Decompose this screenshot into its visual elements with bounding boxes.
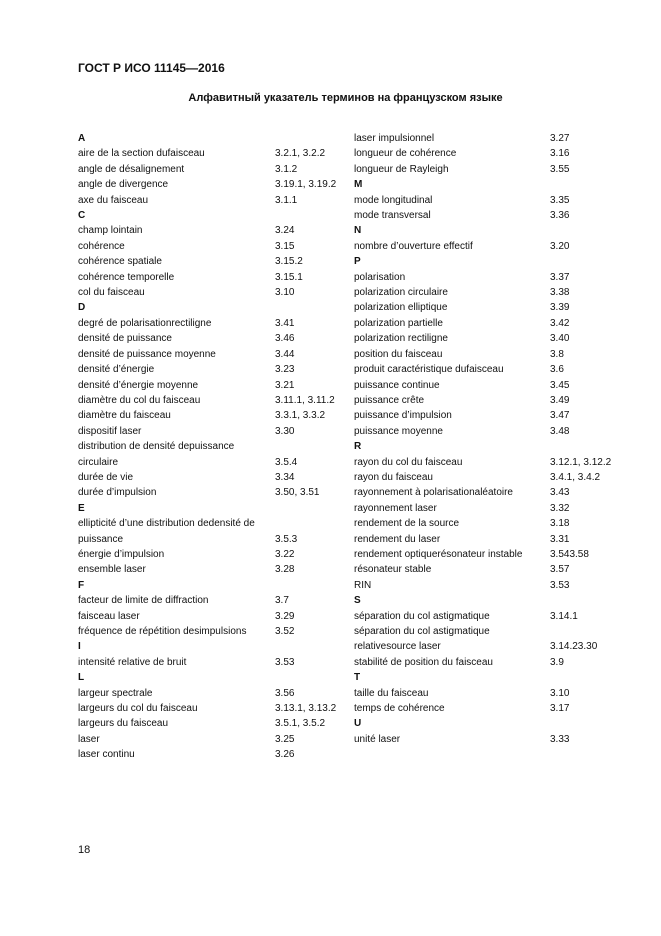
index-term: laser [78,733,100,745]
index-entry [78,547,348,562]
index-term: polarisation [354,271,406,283]
index-term: intensité relative de bruit [78,656,187,668]
index-entry [354,162,624,177]
index-term: angle de divergence [78,179,169,191]
index-entry [78,686,348,701]
index-reference: 3.6 [550,364,564,376]
index-reference: 3.5.4 [275,456,298,468]
index-reference: 3.21 [275,379,295,391]
index-entry [78,239,348,254]
index-entry [354,624,624,655]
index-entry [354,609,624,624]
index-entry [78,347,348,362]
index-reference: 3.39 [550,302,570,314]
index-reference: 3.57 [550,564,570,576]
index-entry [78,362,348,377]
index-reference: 3.26 [275,749,295,761]
index-term: nombre d’ouverture effectif [354,240,473,252]
index-reference: 3.18 [550,518,570,530]
index-reference: 3.1.1 [275,194,298,206]
index-entry [78,716,348,731]
index-reference: 3.10 [275,287,295,299]
index-reference: 3.27 [550,133,570,144]
index-term: facteur de limite de diffraction [78,595,209,607]
index-entry [354,501,624,516]
index-entry [78,593,348,608]
index-entry [354,347,624,362]
index-reference: 3.9 [550,656,564,668]
index-term: stabilité de position du faisceau [354,656,493,668]
index-entry [354,239,624,254]
index-letter-heading: R [354,441,362,453]
index-reference: 3.15.1 [275,271,303,283]
index-reference: 3.14.1 [550,610,578,622]
index-term: cohérence [78,240,125,252]
index-term: polarization circulaire [354,287,448,299]
index-reference: 3.52 [275,626,295,637]
index-term: rendement de la source [354,518,460,530]
index-term: largeurs du faisceau [78,718,169,730]
index-entry [354,331,624,346]
index-reference: 3.5.3 [275,533,298,545]
index-letter-heading: E [78,502,85,514]
index-entry [78,378,348,393]
index-term: puissance moyenne [354,425,443,437]
index-reference: 3.56 [275,687,295,699]
page-title: Алфавитный указатель терминов на французском языке [188,92,503,104]
index-term: durée d’impulsion [78,487,157,499]
index-entry [78,285,348,300]
index-reference: 3.11.1, 3.11.2 [275,394,335,406]
index-term: longueur de cohérence [354,148,457,160]
index-reference: 3.33 [550,733,570,745]
index-term: cohérence temporelle [78,271,175,283]
index-term: puissance crête [354,394,425,406]
index-term: largeurs du col du faisceau [78,703,198,715]
index-entry [354,378,624,393]
index-term: position du faisceau [354,348,443,360]
index-term: polarization partielle [354,317,443,329]
index-term: RIN [354,579,372,591]
index-term: rayonnement laser [354,502,437,514]
index-reference: 3.37 [550,271,570,283]
index-term: champ lointain [78,225,143,237]
index-term: distribution de densité depuissance circulaire [78,441,235,468]
index-term: résonateur stable [354,564,432,576]
index-entry [354,562,624,577]
index-term: ensemble laser [78,564,146,576]
index-term: ellipticité d’une distribution dedensité de puissance [78,518,255,545]
index-letter-heading: I [78,641,81,653]
index-term: aire de la section dufaisceau [78,148,205,160]
index-entry [354,485,624,500]
index-term: laser impulsionnel [354,133,435,144]
index-term: fréquence de répétition desimpulsions [78,626,247,637]
index-column-right [354,131,624,747]
index-entry [78,254,348,269]
index-entry [354,701,624,716]
index-letter-heading: P [354,256,361,268]
index-entry [354,408,624,423]
index-entry [78,162,348,177]
index-term: longueur de Rayleigh [354,163,449,175]
index-reference: 3.8 [550,348,564,360]
index-reference: 3.28 [275,564,295,576]
index-reference: 3.36 [550,210,570,222]
index-reference: 3.23 [275,364,295,376]
index-reference: 3.15 [275,240,295,252]
index-entry [78,470,348,485]
index-entry [354,270,624,285]
index-term: densité d’énergie moyenne [78,379,199,391]
index-entry [354,686,624,701]
index-reference: 3.44 [275,348,295,360]
index-entry [78,270,348,285]
index-reference: 3.20 [550,240,570,252]
index-entry [354,655,624,670]
index-reference: 3.3.1, 3.3.2 [275,410,326,422]
index-entry [354,455,624,470]
index-term: unité laser [354,733,401,745]
index-reference: 3.53 [275,656,295,668]
index-term: rayon du faisceau [354,471,433,483]
index-reference: 3.543.58 [550,548,589,560]
index-entry [78,193,348,208]
index-entry [354,578,624,593]
index-entry [78,393,348,408]
index-entry [78,609,348,624]
index-reference: 3.38 [550,287,570,299]
index-term: produit caractéristique dufaisceau [354,364,504,376]
index-entry [78,562,348,577]
index-entry [354,547,624,562]
index-reference: 3.46 [275,333,295,345]
index-entry [78,655,348,670]
index-letter-heading: F [78,579,85,591]
index-entry [354,516,624,531]
index-reference: 3.15.2 [275,256,303,268]
index-term: temps de cohérence [354,703,445,715]
index-entry [78,316,348,331]
index-entry [354,470,624,485]
index-entry [78,747,348,762]
index-reference: 3.1.2 [275,163,298,175]
index-term: degré de polarisationrectiligne [78,317,212,329]
index-reference: 3.22 [275,548,295,560]
index-term: densité de puissance moyenne [78,348,216,360]
index-entry [78,331,348,346]
index-reference: 3.32 [550,502,570,514]
index-term: axe du faisceau [78,194,149,206]
index-letter-heading: S [354,595,361,607]
index-entry [354,193,624,208]
index-reference: 3.19.1, 3.19.2 [275,179,337,191]
index-entry [78,701,348,716]
index-letter-heading: C [78,210,86,222]
index-letter-heading: U [354,718,362,730]
index-reference: 3.29 [275,610,295,622]
index-term: dispositif laser [78,425,142,437]
index-entry [78,732,348,747]
index-reference: 3.16 [550,148,570,160]
index-term: laser continu [78,749,135,761]
index-term: cohérence spatiale [78,256,162,268]
index-term: rayonnement à polarisationaléatoire [354,487,513,499]
index-entry [78,516,348,547]
index-entry [354,362,624,377]
index-term: largeur spectrale [78,687,153,699]
index-entry [354,285,624,300]
index-reference: 3.35 [550,194,570,206]
index-entry [354,208,624,223]
index-term: faisceau laser [78,610,140,622]
index-reference: 3.45 [550,379,570,391]
index-reference: 3.13.1, 3.13.2 [275,703,337,715]
index-entry [354,146,624,161]
index-reference: 3.24 [275,225,295,237]
index-letter-heading: T [354,672,361,684]
index-term: mode longitudinal [354,194,433,206]
index-entry [354,424,624,439]
index-reference: 3.5.1, 3.5.2 [275,718,326,730]
index-reference: 3.4.1, 3.4.2 [550,471,601,483]
index-term: angle de désalignement [78,163,185,175]
index-entry [78,439,348,470]
index-entry [354,393,624,408]
index-letter-heading: L [78,672,85,684]
index-entry [354,532,624,547]
index-entry [78,408,348,423]
index-term: durée de vie [78,471,134,483]
index-reference: 3.47 [550,410,570,422]
index-reference: 3.49 [550,394,570,406]
page-number: 18 [78,844,91,856]
index-reference: 3.53 [550,579,570,591]
index-letter-heading: A [78,133,86,144]
document-id: ГОСТ Р ИСО 11145—2016 [78,61,225,75]
index-term: rendement du laser [354,533,441,545]
index-term: puissance d’impulsion [354,410,452,422]
index-reference: 3.12.1, 3.12.2 [550,456,612,468]
index-entry [78,146,348,161]
index-term: énergie d’impulsion [78,548,165,560]
index-term: mode transversal [354,210,431,222]
index-entry [354,131,624,146]
index-term: polarization rectiligne [354,333,448,345]
index-term: polarization elliptique [354,302,448,314]
index-reference: 3.41 [275,317,295,329]
index-term: col du faisceau [78,287,145,299]
index-reference: 3.10 [550,687,570,699]
index-reference: 3.25 [275,733,295,745]
index-reference: 3.43 [550,487,570,499]
index-term: rayon du col du faisceau [354,456,463,468]
index-entry [354,300,624,315]
index-reference: 3.14.23.30 [550,641,598,653]
index-reference: 3.50, 3.51 [275,487,320,499]
index-term: taille du faisceau [354,687,429,699]
index-reference: 3.7 [275,595,289,607]
index-letter-heading: M [354,179,363,191]
index-term: densité de puissance [78,333,172,345]
index-reference: 3.55 [550,163,570,175]
index-entry [78,424,348,439]
index-term: séparation du col astigmatique relativesource laser [354,626,490,653]
index-term: diamètre du col du faisceau [78,394,201,406]
index-entry [78,485,348,500]
index-letter-heading: N [354,225,362,237]
index-reference: 3.2.1, 3.2.2 [275,148,326,160]
index-reference: 3.40 [550,333,570,345]
index-term: diamètre du faisceau [78,410,171,422]
index-reference: 3.48 [550,425,570,437]
index-reference: 3.17 [550,703,570,715]
index-letter-heading: D [78,302,86,314]
index-term: densité d’énergie [78,364,155,376]
index-entry [354,316,624,331]
index-reference: 3.31 [550,533,570,545]
index-column-left [78,131,348,763]
index-reference: 3.30 [275,425,295,437]
index-term: puissance continue [354,379,440,391]
index-term: rendement optiquerésonateur instable [354,548,523,560]
index-reference: 3.42 [550,317,570,329]
index-entry [78,624,348,639]
index-entry [78,177,348,192]
index-reference: 3.34 [275,471,295,483]
index-entry [78,223,348,238]
index-term: séparation du col astigmatique [354,610,490,622]
index-entry [354,732,624,747]
